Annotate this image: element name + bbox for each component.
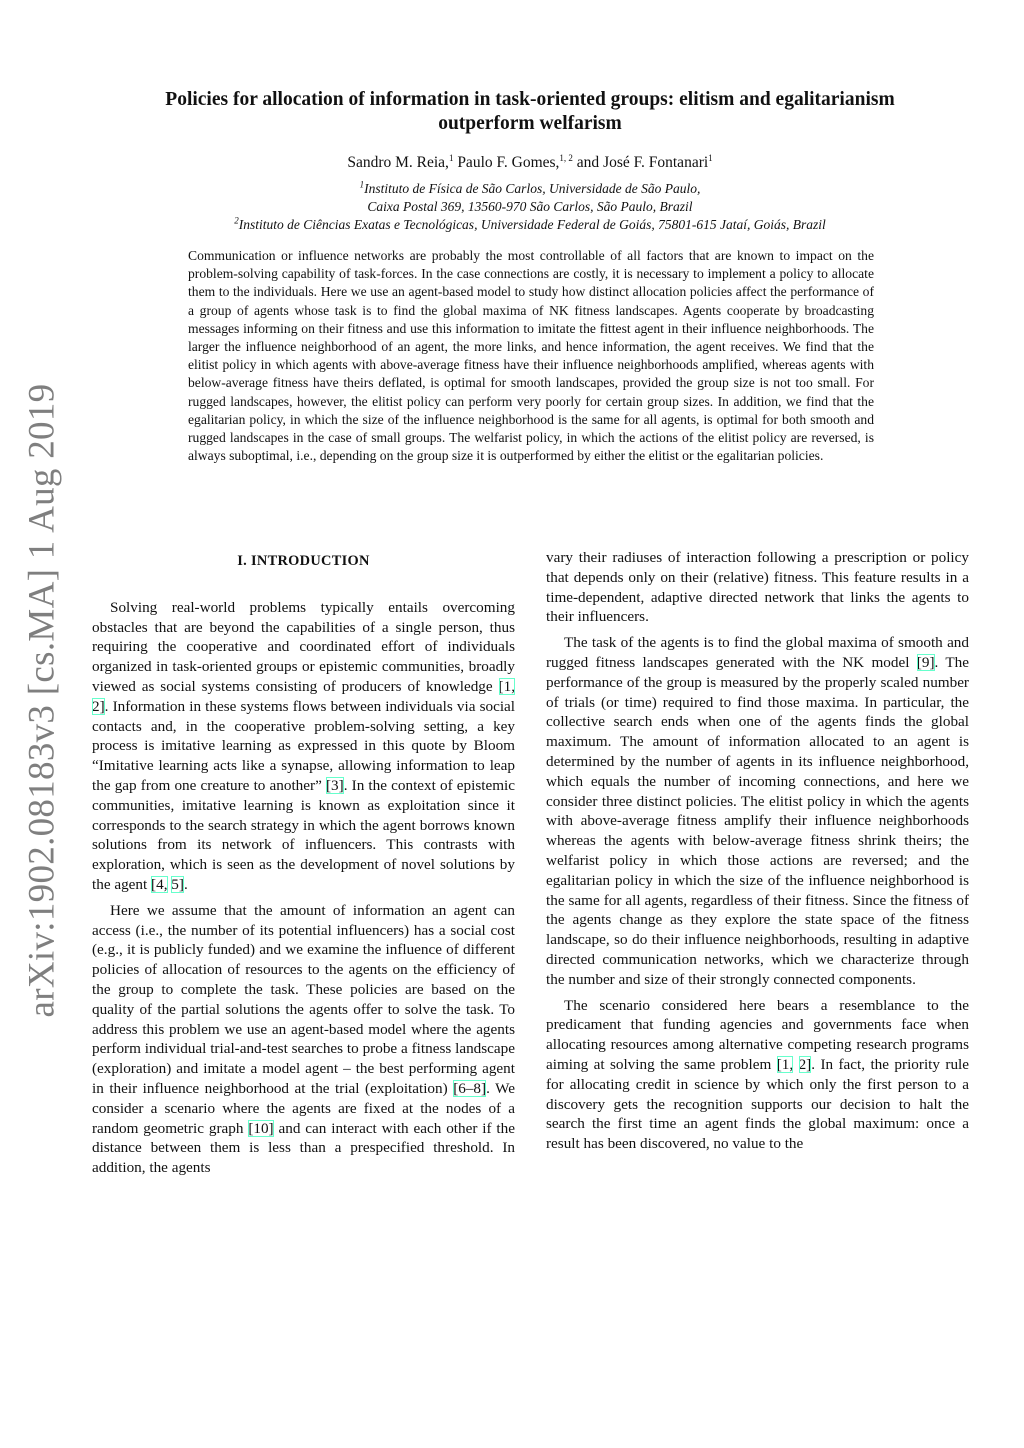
author-3-affil-mark: 1: [708, 152, 713, 163]
citation-link[interactable]: 2]: [92, 697, 105, 715]
intro-paragraph-2-continued: vary their radiuses of interaction following a prescription or policy that depends only on their (relative) fitness. This feature results in a time-dependent, adaptive directed network that links the agents to their influencers.: [546, 549, 969, 626]
author-2-affil-mark: 1, 2: [559, 152, 573, 163]
arxiv-identifier-text: arXiv:1902.08183v3 [cs.MA] 1 Aug 2019: [21, 383, 63, 1017]
author-list: [140, 154, 920, 172]
arxiv-identifier-stamp: [12, 340, 72, 1060]
citation-link[interactable]: 2]: [798, 1055, 812, 1073]
affiliations: [120, 180, 940, 234]
citation-link[interactable]: [3]: [325, 776, 344, 794]
author-3: José F. Fontanari: [603, 154, 709, 171]
author-1: Sandro M. Reia,: [347, 154, 449, 171]
citation-link[interactable]: [1,: [776, 1055, 794, 1073]
affiliation-2: $^2$Instituto de Ciências Exatas e Tecnológicas, Universidade Federal de Goiás, 75801-615 Jataí, Goiás, Brazil: [234, 215, 826, 232]
intro-paragraph-4: The scenario considered here bears a resemblance to the predicament that funding agencies and governments face when allocating resources among alternative competing research programs aiming at solving the same problem [1, 2]. In fact, the priority rule for allocating credit in science by which only the first person to a discovery gets the recognition supports our decision to halt the search the first time an agent finds the global maximum: once a result has been discovered, no value to the: [546, 996, 970, 1153]
author-1-affil-mark: 1: [448, 152, 454, 163]
section-heading-introduction: I. INTRODUCTION: [237, 553, 370, 569]
affiliation-1-address: Caixa Postal 369, 13560-970 São Carlos, São Paulo, Brazil: [367, 199, 693, 214]
intro-paragraph-1: Solving real-world problems typically entails overcoming obstacles that are beyond the capabilities of a single person, thus requiring the cooperative and coordinated effort of individuals organized in task-oriented groups or epistemic communities, broadly viewed as social systems consisting of producers of knowledge [1, 2]. Information in these systems flows between individuals via social contacts and, in the cooperative problem-solving setting, a key process is imitative learning as expressed in this quote by Bloom “Imitative learning acts like a synapse, allowing information to leap the gap from one creature to another” [3]. In the context of epistemic communities, imitative learning is known as exploitation since it corresponds to the search strategy in which the agent borrows known solutions from its network of influencers. This contrasts with exploration, which is seen as the development of novel solutions by the agent [4, 5].: [92, 598, 515, 893]
citation-link[interactable]: 5]: [171, 875, 184, 893]
citation-link[interactable]: [9]: [916, 653, 935, 671]
affiliation-2-mark: 2: [234, 215, 239, 226]
citation-link[interactable]: [10]: [248, 1119, 274, 1137]
intro-paragraph-3: The task of the agents is to find the global maxima of smooth and rugged fitness landscapes generated with the NK model [9]. The performance of the group is measured by the properly scaled number of trials (or time) required to find those maxima. In particular, the collective search ends when one of the agents finds the global maximum. The amount of information allocated to an agent is determined by the number of agents in its influence neighborhood, which equals the number of incoming connections, and here we consider three distinct policies. The elitist policy in which the agents with above-average fitness amplify their influence neighborhoods whereas the agents with below-average fitness shrink theirs; the welfarist policy in which those actions are reversed; and the egalitarian policy in which the size of the influence neighborhood is the same for all agents, regardless of their fitness. Since the fitness of the agents change as they explore the state space of the fitness landscape, so do their influence neighborhoods, resulting in adaptive directed communication networks, which we characterize through the number and size of their strongly connected components.: [546, 634, 969, 988]
right-column: [546, 548, 969, 1160]
affiliation-1-mark: 1: [359, 179, 365, 190]
intro-paragraph-2: Here we assume that the amount of information an agent can access (i.e., the number of its potential influencers) has a social cost (e.g., it is publicly funded) and we examine the influence of different policies of allocation of resources to the agents on the efficiency of the group to complete the task. These policies are based on the quality of the partial solutions the agents offer to solve the task. To address this problem we use an agent-based model where the agents perform individual trial-and-test searches to probe a fitness landscape (exploration) and imitate a model agent – the best performing agent in their influence neighborhood at the trial (exploitation) [6–8]. We consider a scenario where the agents are fixed at the nodes of a random geometric graph [10] and can interact with each other if the distance between them is less than a prespecified threshold. In addition, the agents: [92, 901, 515, 1177]
author-conjunction: and: [576, 154, 600, 171]
left-column: [92, 548, 515, 1184]
author-2: Paulo F. Gomes,: [457, 154, 560, 171]
citation-link[interactable]: [4,: [151, 875, 168, 893]
citation-link[interactable]: [6–8]: [453, 1079, 487, 1097]
paper-title: Policies for allocation of information in task-oriented groups: elitism and egalitarianism outperform welfarism: [165, 89, 895, 134]
abstract: Communication or influence networks are probably the most controllable of all factors that are known to impact on the problem-solving capability of task-forces. In the case connections are costly, it is necessary to implement a policy to allocate them to the individuals. Here we use an agent-based model to study how distinct allocation policies affect the performance of a group of agents whose task is to find the global maxima of NK fitness landscapes. Agents cooperate by broadcasting messages informing on their fitness and use this information to imitate the fittest agent in their influence neighborhoods. The larger the influence neighborhood of an agent, the more links, and hence information, the agent receives. We find that the elitist policy in which agents with above-average fitness have their influence neighborhoods amplified, whereas agents with below-average fitness have theirs deflated, is optimal for smooth landscapes, provided the group size is not too small. For rugged landscapes, however, the elitist policy can perform very poorly for certain group sizes. In addition, we find that the egalitarian policy, in which the size of the influence neighborhood is the same for all agents, is optimal for both smooth and rugged landscapes in the case of small groups. The welfarist policy, in which the actions of the elitist policy are reversed, is always suboptimal, i.e., depending on the group size it is outperformed by either the elitist or the egalitarian policies.: [188, 248, 874, 464]
citation-link[interactable]: [1,: [498, 677, 515, 695]
affiliation-1: $^1$Instituto de Física de São Carlos, Universidade de São Paulo,: [359, 179, 701, 196]
